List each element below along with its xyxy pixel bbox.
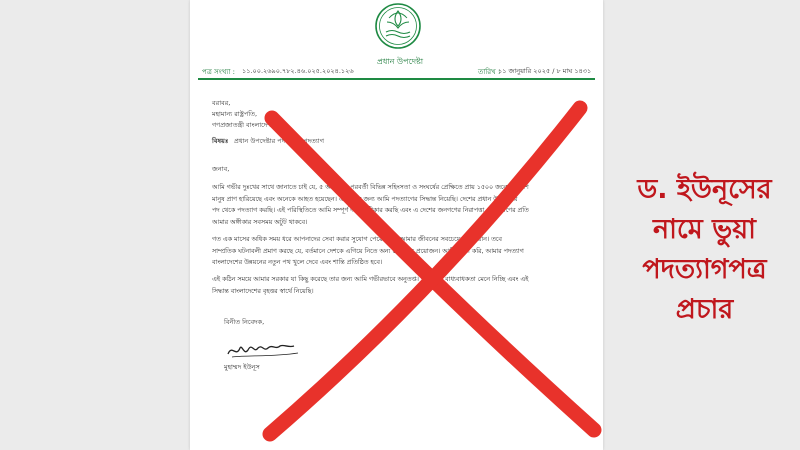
salutation: জনাব,: [212, 165, 230, 173]
reference-number: ১১.০০.২৬৯০.৭৮২.৪৬.০২৫.২০২৪.১২৬: [242, 67, 354, 75]
paragraph-line: সাম্প্রতিক ঘটনাবলী প্রমাণ করছে যে, বর্তমানে দেশকে এগিয়ে নিতে অন্য নেতৃত্বের প্রয়োজন। আমি আশা করি, আমার পদত্যাগ: [212, 247, 524, 255]
paragraph-line: মানুষ প্রাণ হারিয়েছে এবং অনেকে আহত হয়েছেন। এড়ানোর জন্য আমি পদত্যাগের সিদ্ধান্ত নিয়েছি। দেশের প্রধান উপদেষ্টার: [212, 195, 518, 203]
letterhead-divider: [198, 78, 595, 80]
paragraph-line: এই কঠিন সময়ে আমার সরকার যা কিছু করেছে তার জন্য আমি গভীরভাবে অনুতপ্ত। আমি সব বাধ্যবাধকতা মেনে নিচ্ছি এবং এই: [212, 276, 529, 283]
closing: বিনীত নিবেদক,: [224, 318, 265, 326]
government-emblem-icon: [374, 2, 422, 50]
paragraph-line: আমি গভীর দুঃখের সাথে জানাতে চাই যে, ৫ আগস্টের পরবর্তী বিভিন্ন সহিংসতা ও সংঘর্ষের প্রেক্ষিতে প্রায় ১৫০০ জনেরও বেশি: [212, 184, 529, 191]
red-cross-mark-icon: [258, 100, 606, 442]
paragraph-line: আমার অঙ্গীকার সবসময় অটুট থাকবে।: [212, 218, 308, 226]
subject-text: প্রধান উপদেষ্টার পদ থেকে পদত্যাগ: [234, 137, 324, 145]
paragraph-line: বাংলাদেশের উন্নয়নের নতুন পথ খুলে দেবে এবং শান্তি প্রতিষ্ঠিত হবে।: [212, 259, 383, 266]
office-name: প্রধান উপদেষ্টা: [376, 57, 424, 66]
date-value: ১১ জানুয়ারি ২০২৫ / ৮ মাঘ ১৪৩১: [498, 67, 592, 75]
date-label: তারিখ :: [478, 68, 501, 76]
headline: [612, 170, 797, 330]
headline-line: পদত্যাগপত্র: [642, 254, 767, 285]
reference-label: পত্র সংখ্যা :: [202, 68, 235, 76]
recipient-line: গণপ্রজাতন্ত্রী বাংলাদেশ।: [212, 121, 274, 129]
headline-line: প্রচার: [675, 294, 734, 325]
headline-line: ড. ইউনূসের: [637, 174, 772, 205]
headline-line: নামে ভুয়া: [652, 214, 757, 245]
paragraph-line: সিদ্ধান্ত বাংলাদেশের বৃহত্তর স্বার্থে নিয়েছি।: [212, 287, 314, 295]
paragraph-line: পদ থেকে পদত্যাগ করছি। এই পরিস্থিতিতে আমি সম্পূর্ণ দায়িত্ব স্বীকার করছি এবং এ দেশের জনগণের নিরাপত্তা ও কল্যাণের প্রতি: [212, 207, 529, 214]
subject-label: বিষয়ঃ: [212, 137, 229, 145]
signatory-name: মুহাম্মদ ইউনূস: [224, 363, 260, 371]
recipient-line: মহামান্য রাষ্ট্রপতি,: [212, 110, 258, 118]
recipient-line: বরাবর,: [212, 99, 231, 107]
paragraph-line: গত এক মাসের অধিক সময় ধরে আপনাদের সেবা করার সুযোগ পেয়েছি, যা আমার জীবনের সবচেয়ে বড় সম্মান। তবে: [212, 236, 502, 243]
